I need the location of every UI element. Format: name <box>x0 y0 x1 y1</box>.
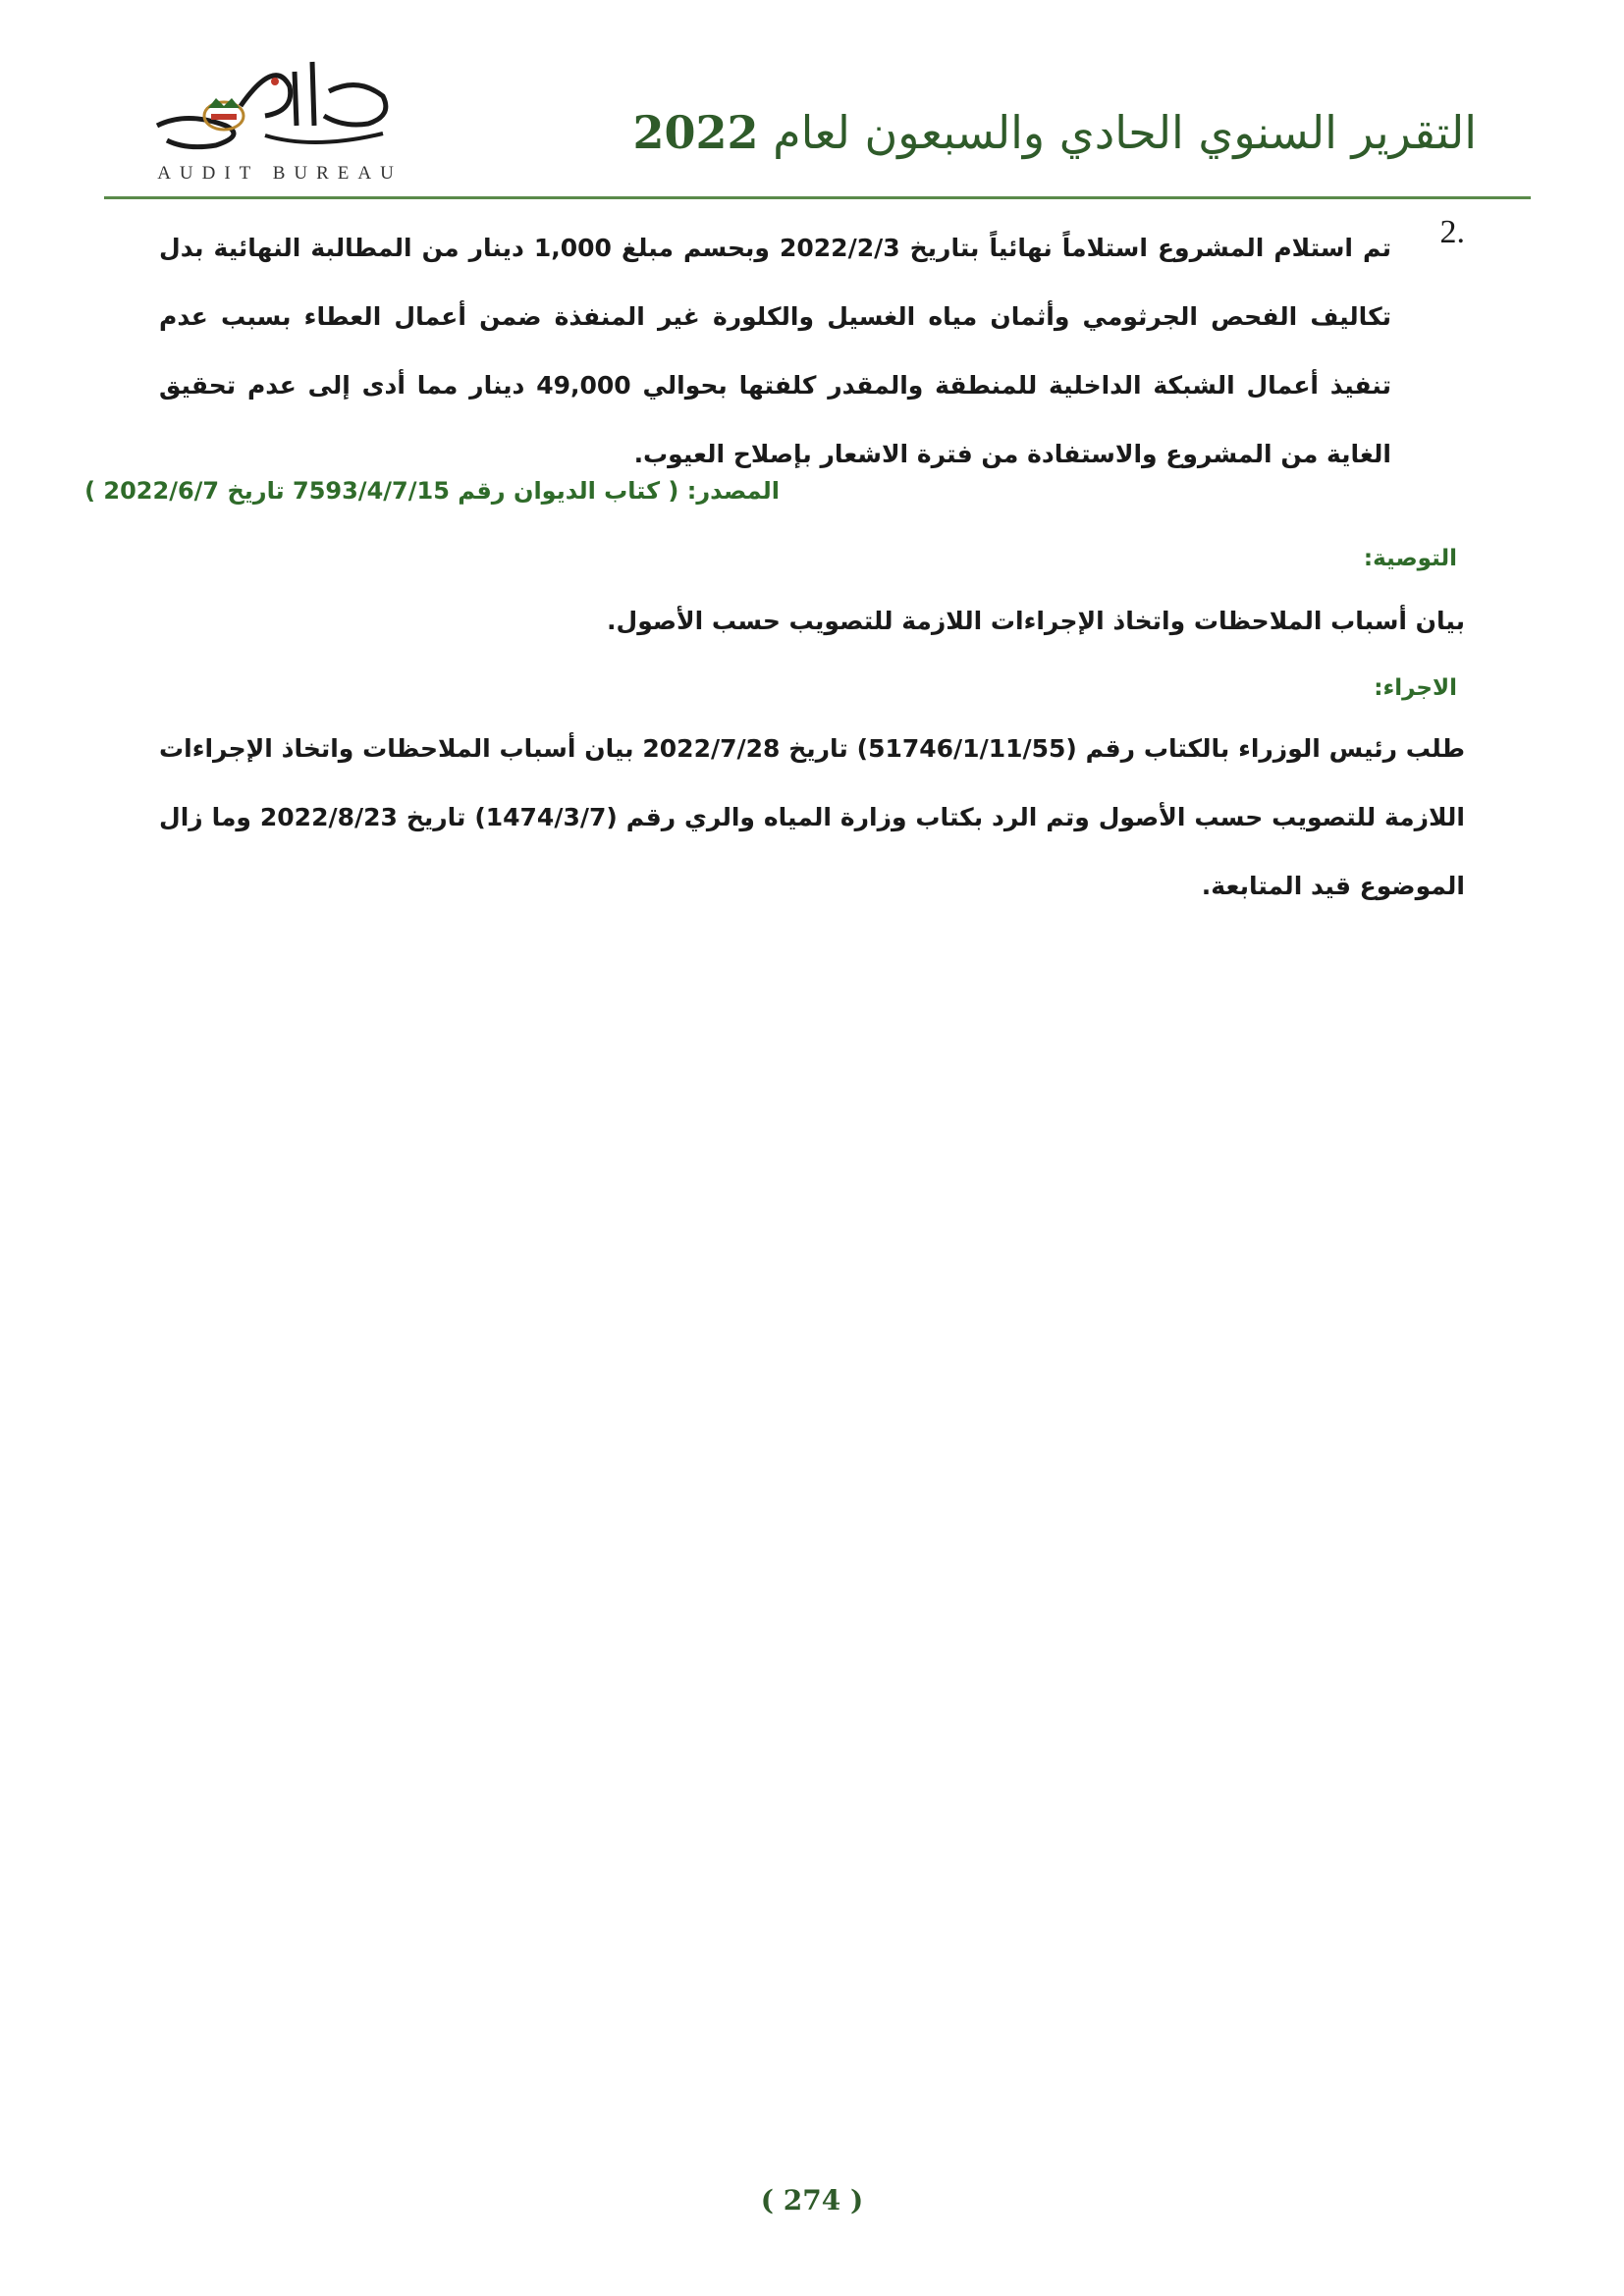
page-title <box>633 106 1478 159</box>
item-text: تم استلام المشروع استلاماً نهائياً بتاريخ 2022/2/3 وبحسم مبلغ 1,000 دينار من المطالبة النهائية بدل تكاليف الفحص الجرثومي وأثمان مياه الغسيل والكلورة غير المنفذة ضمن أعمال العطاء بسبب عدم تنفيذ أعمال الشبكة الداخلية للمنطقة والمقدر كلفتها بحوالي 49,000 دينار مما أدى إلى عدم تحقيق الغاية من المشروع والاستفادة من فترة الاشعار بإصلاح العيوب. <box>159 234 1392 468</box>
header-divider <box>104 196 1531 199</box>
recommendation-heading: التوصية: <box>1363 546 1457 571</box>
title-year: 2022 <box>632 106 759 159</box>
audit-bureau-logo <box>147 57 412 189</box>
action-text: طلب رئيس الوزراء بالكتاب رقم (51746/1/11/55) تاريخ 2022/7/28 بيان أسباب الملاحظات واتخاذ الإجراءات اللازمة للتصويب حسب الأصول وتم الرد بكتاب وزارة المياه والري رقم (1474/3/7) تاريخ 2022/8/23 وما زال الموضوع قيد المتابعة. <box>159 734 1466 900</box>
page-number: ( 274 ) <box>760 2184 864 2216</box>
action-heading: الاجراء: <box>1374 675 1457 701</box>
title-text: التقرير السنوي الحادي والسبعون لعام <box>773 106 1477 159</box>
item-number: 2. <box>1439 214 1465 250</box>
source-reference: المصدر: ( كتاب الديوان رقم 7593/4/7/15 تاريخ 2022/6/7 ) <box>84 477 780 505</box>
list-item <box>159 214 1465 489</box>
logo-label: AUDIT BUREAU <box>157 163 403 184</box>
recommendation-text: بيان أسباب الملاحظات واتخاذ الإجراءات اللازمة للتصويب حسب الأصول. <box>607 607 1465 635</box>
